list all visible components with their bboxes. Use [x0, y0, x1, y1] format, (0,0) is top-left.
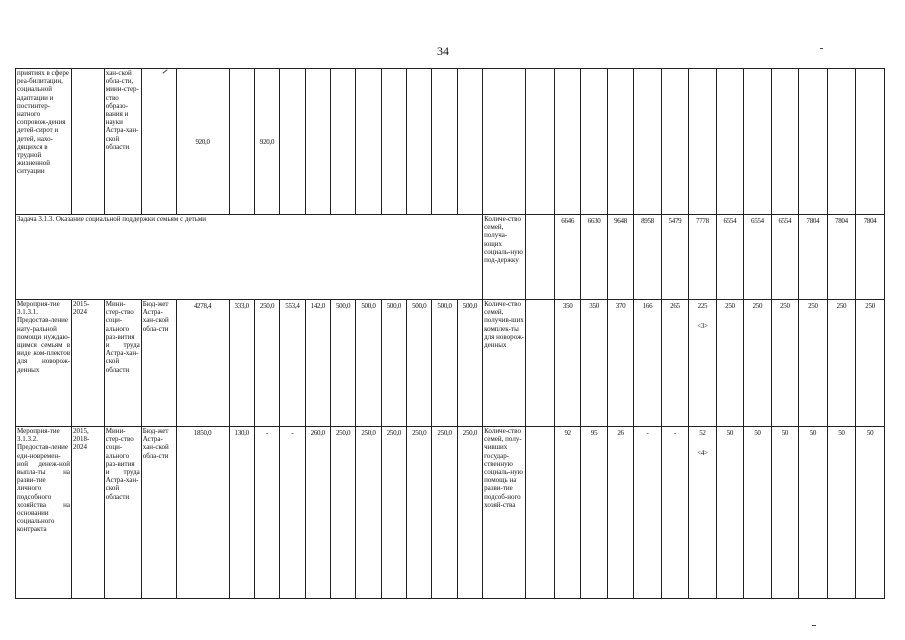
finance-year-cell: - — [254, 427, 279, 599]
indicator-value — [689, 427, 716, 599]
indicator-value: 6554 — [771, 215, 798, 300]
finance-year-cell: 250,0 — [254, 300, 279, 427]
indicator-value — [689, 300, 716, 427]
indicator-value: 5479 — [661, 215, 688, 300]
indicator-value: 250 — [716, 300, 743, 427]
indicator-value: 250 — [799, 300, 828, 427]
indicator-value: 50 — [856, 427, 885, 599]
finance-year-cell: 500,0 — [407, 300, 432, 427]
indicator-value: 350 — [581, 300, 607, 427]
indicator-value: 9648 — [607, 215, 633, 300]
finance-total-cell: 1850,0 — [176, 427, 229, 599]
finance-year-cell: 500,0 — [432, 300, 457, 427]
scan-mark — [820, 48, 823, 49]
indicator-value: - — [661, 427, 688, 599]
finance-total-cell: 920,0 — [176, 69, 229, 215]
source-cell: Бюд-жет Астра-хан-ской обла-сти — [141, 427, 176, 599]
years-cell: 2015-2024 — [72, 300, 105, 427]
indicator-value: 7778 — [689, 215, 716, 300]
indicator-value: 7804 — [827, 215, 856, 300]
activity-cell: Мероприя-тие 3.1.3.1. Предостав-ление нату-ральной помощи нуждаю-щимся семьям в виде ком-плектов для новорож-денных — [16, 300, 72, 427]
finance-year-cell: - — [280, 427, 305, 599]
indicator-value: 92 — [554, 427, 580, 599]
finance-year-cell: 500,0 — [457, 300, 482, 427]
indicator-value: 7804 — [799, 215, 828, 300]
indicator-cell: Количе-ство семей, получа-ющих социаль-ную под-держку — [483, 215, 526, 300]
activity-cell: Мероприя-тие 3.1.3.2. Предостав-ление еди-новремен-ной денеж-ной выпла-ты на разви-тие личного подсобного хозяйства на основании социального контракта — [16, 427, 72, 599]
indicator-cell: Количе-ство семей, полу-чивших государ-ственную социаль-ную помощь на разви-тие подсоб-ного хозяй-ства — [483, 427, 526, 599]
indicator-value: 50 — [799, 427, 828, 599]
finance-year-cell: 250,0 — [330, 427, 355, 599]
finance-year-cell: 500,0 — [356, 300, 381, 427]
footnote-mark: <4> — [697, 449, 708, 458]
activity-cell: приятиях в сфере реа-билитации, социальной адаптации и постинтер-натного сопровож-дения детей-сирот и детей, нахо-дящихся в трудной жизненной ситуации — [16, 69, 72, 215]
finance-total-cell: 4278,4 — [176, 300, 229, 427]
page-number: 34 — [437, 44, 449, 58]
task-heading: Задача 3.1.3. Оказание социальной поддержки семьям с детьми — [16, 215, 483, 300]
table-row — [16, 215, 885, 300]
table-row — [16, 69, 885, 215]
finance-year-cell: 250,0 — [457, 427, 482, 599]
finance-year-cell: 500,0 — [330, 300, 355, 427]
indicator-value: 6554 — [744, 215, 771, 300]
indicator-value: 7804 — [856, 215, 885, 300]
finance-year-cell: 250,0 — [432, 427, 457, 599]
indicator-value: 370 — [607, 300, 633, 427]
indicator-value: 95 — [581, 427, 607, 599]
indicator-cell: Количе-ство семей, получив-ших комплек-ты для новорож-денных — [483, 300, 526, 427]
executor-cell: Мини-стер-ство соци-ального раз-вития и труда Астра-хан-ской области — [104, 300, 141, 427]
finance-year-cell: 333,0 — [229, 300, 254, 427]
finance-year-cell: 250,0 — [381, 427, 406, 599]
finance-year-cell: 260,0 — [305, 427, 330, 599]
indicator-number: 52 — [699, 429, 706, 437]
finance-year-cell: 553,4 — [280, 300, 305, 427]
indicator-value: 50 — [744, 427, 771, 599]
indicator-value: 6630 — [581, 215, 607, 300]
footnote-mark: <3> — [697, 322, 708, 331]
table-row — [16, 300, 885, 427]
indicator-value: 265 — [661, 300, 688, 427]
table-row — [16, 427, 885, 599]
executor-cell: хан-ской обла-сти, мини-стер-ство образо-вания и науки Астра-хан-ской области — [104, 69, 141, 215]
source-cell: Бюд-жет Астра-хан-ской обла-сти — [141, 300, 176, 427]
indicator-number: 225 — [697, 302, 708, 310]
indicator-value: 6554 — [716, 215, 743, 300]
indicator-value: 250 — [856, 300, 885, 427]
indicator-value: - — [634, 427, 661, 599]
finance-year-cell: 920,0 — [254, 69, 279, 215]
finance-year-cell: 142,0 — [305, 300, 330, 427]
indicator-value: 6646 — [554, 215, 580, 300]
indicator-value: 50 — [771, 427, 798, 599]
finance-year-cell: 500,0 — [381, 300, 406, 427]
indicator-value: 166 — [634, 300, 661, 427]
indicator-value: 50 — [827, 427, 856, 599]
indicator-value: 350 — [554, 300, 580, 427]
program-table — [15, 68, 885, 599]
indicator-value: 26 — [607, 427, 633, 599]
indicator-value: 250 — [744, 300, 771, 427]
scan-mark — [812, 625, 816, 626]
indicator-value: 250 — [827, 300, 856, 427]
years-cell: 2015, 2018-2024 — [72, 427, 105, 599]
indicator-value: 50 — [716, 427, 743, 599]
finance-year-cell: 250,0 — [356, 427, 381, 599]
finance-year-cell: 250,0 — [407, 427, 432, 599]
executor-cell: Мини-стер-ство соци-ального раз-вития и труда Астра-хан-ской области — [104, 427, 141, 599]
indicator-value: 8958 — [634, 215, 661, 300]
indicator-value: 250 — [771, 300, 798, 427]
finance-year-cell: 130,0 — [229, 427, 254, 599]
